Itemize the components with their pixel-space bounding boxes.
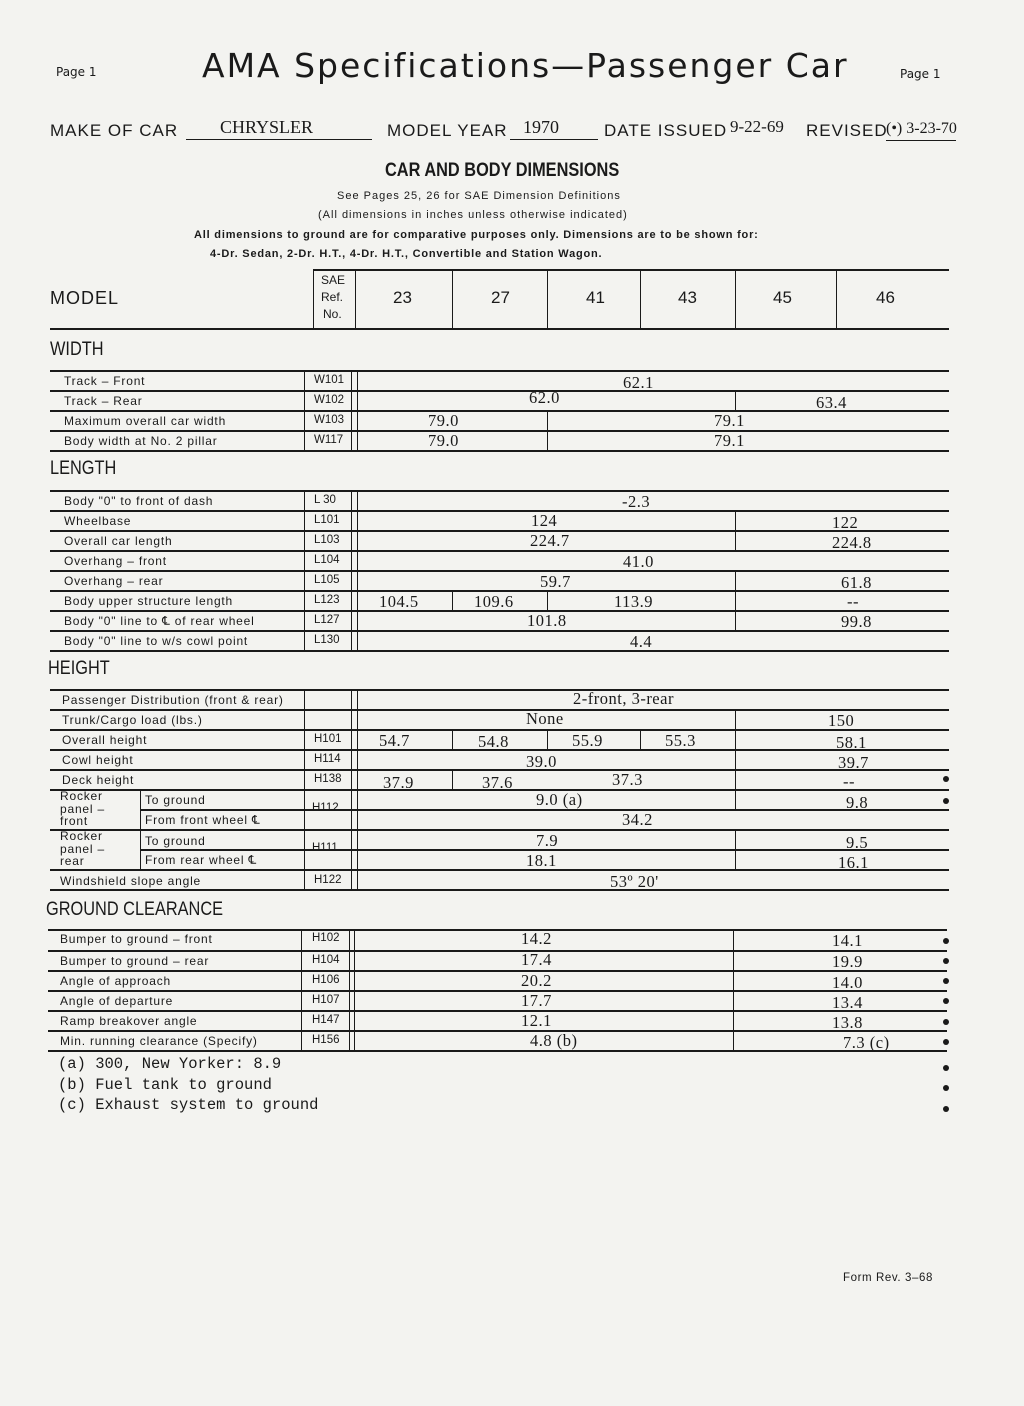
value-wheelbase-b: 122 bbox=[832, 513, 859, 532]
code-h111: H111 bbox=[312, 842, 338, 854]
value-windshield: 53º 20' bbox=[610, 872, 659, 891]
row-label-ramp: Ramp breakover angle bbox=[60, 1014, 198, 1028]
page-number-left: Page 1 bbox=[56, 65, 97, 79]
model-46: 46 bbox=[876, 288, 895, 307]
row-label-windshield: Windshield slope angle bbox=[60, 874, 202, 888]
row-label-running-clearance: Min. running clearance (Specify) bbox=[60, 1034, 258, 1048]
value-overall-46: 58.1 bbox=[836, 733, 867, 752]
value-upper-41-45: 113.9 bbox=[614, 592, 654, 611]
revision-dot bbox=[943, 1039, 949, 1045]
rocker-front-group-label: Rocker panel – front bbox=[60, 789, 105, 828]
row-label-passenger: Passenger Distribution (front & rear) bbox=[62, 693, 284, 707]
row-label-track-rear: Track – Rear bbox=[64, 394, 143, 408]
code-w102: W102 bbox=[314, 394, 345, 406]
value-rocker-rear-wheel-b: 16.1 bbox=[838, 853, 869, 872]
code-h107: H107 bbox=[312, 994, 340, 1006]
value-overall-23: 54.7 bbox=[379, 731, 410, 750]
value-overall-43: 55.3 bbox=[665, 731, 696, 750]
revision-dot bbox=[943, 978, 949, 984]
form-revision: Form Rev. 3–68 bbox=[843, 1272, 933, 1284]
make-label: MAKE OF CAR bbox=[50, 121, 179, 140]
value-departure-a: 17.7 bbox=[521, 991, 552, 1010]
revision-dot bbox=[943, 998, 949, 1004]
value-upper-46: -- bbox=[847, 592, 859, 611]
model-27: 27 bbox=[491, 288, 510, 307]
make-underline bbox=[186, 139, 372, 140]
value-max-width-b: 79.1 bbox=[714, 411, 745, 430]
row-label-l130: Body "0" line to w/s cowl point bbox=[64, 634, 249, 648]
row-label-trunk: Trunk/Cargo load (lbs.) bbox=[62, 713, 203, 727]
value-bumper-rear-b: 19.9 bbox=[832, 952, 863, 971]
row-label-max-width: Maximum overall car width bbox=[64, 414, 227, 428]
value-cowl-a: 39.0 bbox=[526, 752, 557, 771]
value-deck-46: -- bbox=[843, 772, 855, 791]
model-43: 43 bbox=[678, 288, 697, 307]
row-label-upper-structure: Body upper structure length bbox=[64, 594, 234, 608]
sae-label-2: Ref. bbox=[321, 290, 344, 304]
row-label-departure: Angle of departure bbox=[60, 994, 174, 1008]
value-track-rear-b: 63.4 bbox=[816, 393, 847, 412]
code-h138: H138 bbox=[314, 773, 342, 785]
value-l127-b: 99.8 bbox=[841, 612, 872, 631]
value-passenger: 2-front, 3-rear bbox=[573, 689, 674, 708]
page-number-right: Page 1 bbox=[900, 67, 941, 81]
value-overall-b: 224.8 bbox=[832, 533, 872, 552]
row-label-wheelbase: Wheelbase bbox=[64, 514, 132, 528]
row-label-overall-length: Overall car length bbox=[64, 534, 173, 548]
value-deck-27: 37.6 bbox=[482, 773, 513, 792]
date-issued-label: DATE ISSUED bbox=[604, 121, 728, 140]
code-l123: L123 bbox=[314, 594, 340, 606]
value-ramp-a: 12.1 bbox=[521, 1011, 552, 1030]
row-label-track-front: Track – Front bbox=[64, 374, 146, 388]
value-cowl-b: 39.7 bbox=[838, 753, 869, 772]
value-body-width-b: 79.1 bbox=[714, 431, 745, 450]
sae-label-1: SAE bbox=[321, 273, 346, 287]
code-w103: W103 bbox=[314, 414, 345, 426]
code-l103: L103 bbox=[314, 534, 340, 546]
value-overall-27: 54.8 bbox=[478, 732, 509, 751]
value-ramp-b: 13.8 bbox=[832, 1013, 863, 1032]
value-max-width-a: 79.0 bbox=[428, 411, 459, 430]
code-l130: L130 bbox=[314, 634, 340, 646]
rocker-rear-to-ground-label: To ground bbox=[145, 834, 206, 848]
row-label-bumper-front: Bumper to ground – front bbox=[60, 932, 213, 946]
code-h112: H112 bbox=[312, 802, 339, 814]
revision-dot bbox=[943, 1085, 949, 1091]
value-oh-rear-b: 61.8 bbox=[841, 573, 872, 592]
row-label-body-width: Body width at No. 2 pillar bbox=[64, 434, 218, 448]
revision-dot bbox=[943, 1065, 949, 1071]
sae-label-3: No. bbox=[323, 307, 342, 321]
value-rocker-front-wheel: 34.2 bbox=[622, 810, 653, 829]
row-label-bumper-rear: Bumper to ground – rear bbox=[60, 954, 210, 968]
footnote-a: (a) 300, New Yorker: 8.9 bbox=[58, 1055, 282, 1073]
intro-line-2: (All dimensions in inches unless otherwise indicated) bbox=[318, 209, 628, 221]
code-h156: H156 bbox=[312, 1034, 340, 1046]
revision-dot bbox=[943, 798, 949, 804]
date-issued-value: 9-22-69 bbox=[730, 117, 784, 136]
value-bumper-front-a: 14.2 bbox=[521, 929, 552, 948]
rocker-rear-wheel-label: From rear wheel ℄ bbox=[145, 853, 257, 867]
revised-value: (•) 3-23-70 bbox=[886, 120, 957, 137]
value-upper-23: 104.5 bbox=[379, 592, 419, 611]
value-deck-23: 37.9 bbox=[383, 773, 414, 792]
model-year-underline bbox=[510, 139, 598, 140]
intro-line-4: 4-Dr. Sedan, 2-Dr. H.T., 4-Dr. H.T., Convertible and Station Wagon. bbox=[210, 248, 603, 260]
model-23: 23 bbox=[393, 288, 412, 307]
code-l105: L105 bbox=[314, 574, 340, 586]
model-41: 41 bbox=[586, 288, 605, 307]
value-track-rear-a: 62.0 bbox=[529, 388, 560, 407]
model-45: 45 bbox=[773, 288, 792, 307]
value-approach-a: 20.2 bbox=[521, 971, 552, 990]
value-approach-b: 14.0 bbox=[832, 973, 863, 992]
row-label-overhang-rear: Overhang – rear bbox=[64, 574, 164, 588]
value-running-clearance-a: 4.8 (b) bbox=[530, 1031, 578, 1050]
intro-line-1: See Pages 25, 26 for SAE Dimension Definitions bbox=[337, 190, 621, 202]
footnote-c: (c) Exhaust system to ground bbox=[58, 1096, 319, 1114]
section-ground-clearance: GROUND CLEARANCE bbox=[46, 899, 224, 920]
model-label: MODEL bbox=[50, 288, 120, 308]
code-l101: L101 bbox=[314, 514, 340, 526]
code-l127: L127 bbox=[314, 614, 340, 626]
section-width: WIDTH bbox=[50, 339, 104, 360]
code-w117: W117 bbox=[314, 434, 344, 446]
footnote-b: (b) Fuel tank to ground bbox=[58, 1076, 272, 1094]
code-h147: H147 bbox=[312, 1014, 340, 1026]
value-overall-41: 55.9 bbox=[572, 731, 603, 750]
section-height: HEIGHT bbox=[48, 658, 110, 679]
revision-dot bbox=[943, 1106, 949, 1112]
row-label-approach: Angle of approach bbox=[60, 974, 172, 988]
row-label-cowl-height: Cowl height bbox=[62, 753, 134, 767]
code-h106: H106 bbox=[312, 974, 340, 986]
model-year-label: MODEL YEAR bbox=[387, 121, 508, 140]
value-running-clearance-b: 7.3 (c) bbox=[843, 1033, 890, 1052]
row-label-l30: Body "0" to front of dash bbox=[64, 494, 214, 508]
value-departure-b: 13.4 bbox=[832, 993, 863, 1012]
value-upper-27: 109.6 bbox=[474, 592, 514, 611]
value-rocker-front-ground-a: 9.0 (a) bbox=[536, 790, 583, 809]
value-track-front: 62.1 bbox=[623, 373, 654, 392]
row-label-overhang-front: Overhang – front bbox=[64, 554, 167, 568]
value-l130: 4.4 bbox=[630, 632, 653, 651]
value-rocker-front-ground-b: 9.8 bbox=[846, 793, 869, 812]
value-bumper-rear-a: 17.4 bbox=[521, 950, 552, 969]
revision-dot bbox=[943, 938, 949, 944]
value-rocker-rear-ground-a: 7.9 bbox=[536, 831, 559, 850]
make-value: CHRYSLER bbox=[220, 117, 314, 137]
section-heading: CAR AND BODY DIMENSIONS bbox=[385, 160, 620, 181]
code-l30: L 30 bbox=[314, 494, 336, 506]
rocker-front-wheel-label: From front wheel ℄ bbox=[145, 813, 261, 827]
revision-dot bbox=[943, 776, 949, 782]
value-bumper-front-b: 14.1 bbox=[832, 931, 863, 950]
code-h122: H122 bbox=[314, 874, 342, 886]
value-trunk-a: None bbox=[526, 709, 564, 728]
intro-line-3: All dimensions to ground are for comparative purposes only. Dimensions are to be shown for: bbox=[194, 229, 759, 241]
revised-label: REVISED bbox=[806, 121, 888, 140]
page-title: AMA Specifications—Passenger Car bbox=[202, 46, 849, 85]
code-h104: H104 bbox=[312, 954, 340, 966]
revision-dot bbox=[943, 958, 949, 964]
value-rocker-rear-ground-b: 9.5 bbox=[846, 833, 869, 852]
value-wheelbase-a: 124 bbox=[531, 511, 558, 530]
code-h102: H102 bbox=[312, 932, 340, 944]
revised-underline bbox=[886, 140, 956, 141]
value-l30: -2.3 bbox=[622, 492, 651, 511]
rocker-front-to-ground-label: To ground bbox=[145, 793, 206, 807]
revision-dot bbox=[943, 1019, 949, 1025]
row-label-l127: Body "0" line to ℄ of rear wheel bbox=[64, 614, 255, 628]
value-overall-a: 224.7 bbox=[530, 531, 570, 550]
section-length: LENGTH bbox=[50, 458, 117, 479]
value-trunk-b: 150 bbox=[828, 711, 855, 730]
row-label-overall-height: Overall height bbox=[62, 733, 148, 747]
code-w101: W101 bbox=[314, 374, 345, 386]
code-h101: H101 bbox=[314, 733, 342, 745]
code-l104: L104 bbox=[314, 554, 340, 566]
rocker-rear-group-label: Rocker panel – rear bbox=[60, 829, 105, 868]
value-deck-41: 37.3 bbox=[612, 770, 643, 789]
model-year-value: 1970 bbox=[523, 117, 559, 137]
value-oh-rear-a: 59.7 bbox=[540, 572, 571, 591]
value-l127-a: 101.8 bbox=[527, 611, 567, 630]
value-oh-front: 41.0 bbox=[623, 552, 654, 571]
row-label-deck-height: Deck height bbox=[62, 773, 135, 787]
value-body-width-a: 79.0 bbox=[428, 431, 459, 450]
value-rocker-rear-wheel-a: 18.1 bbox=[526, 851, 557, 870]
code-h114: H114 bbox=[314, 753, 341, 765]
